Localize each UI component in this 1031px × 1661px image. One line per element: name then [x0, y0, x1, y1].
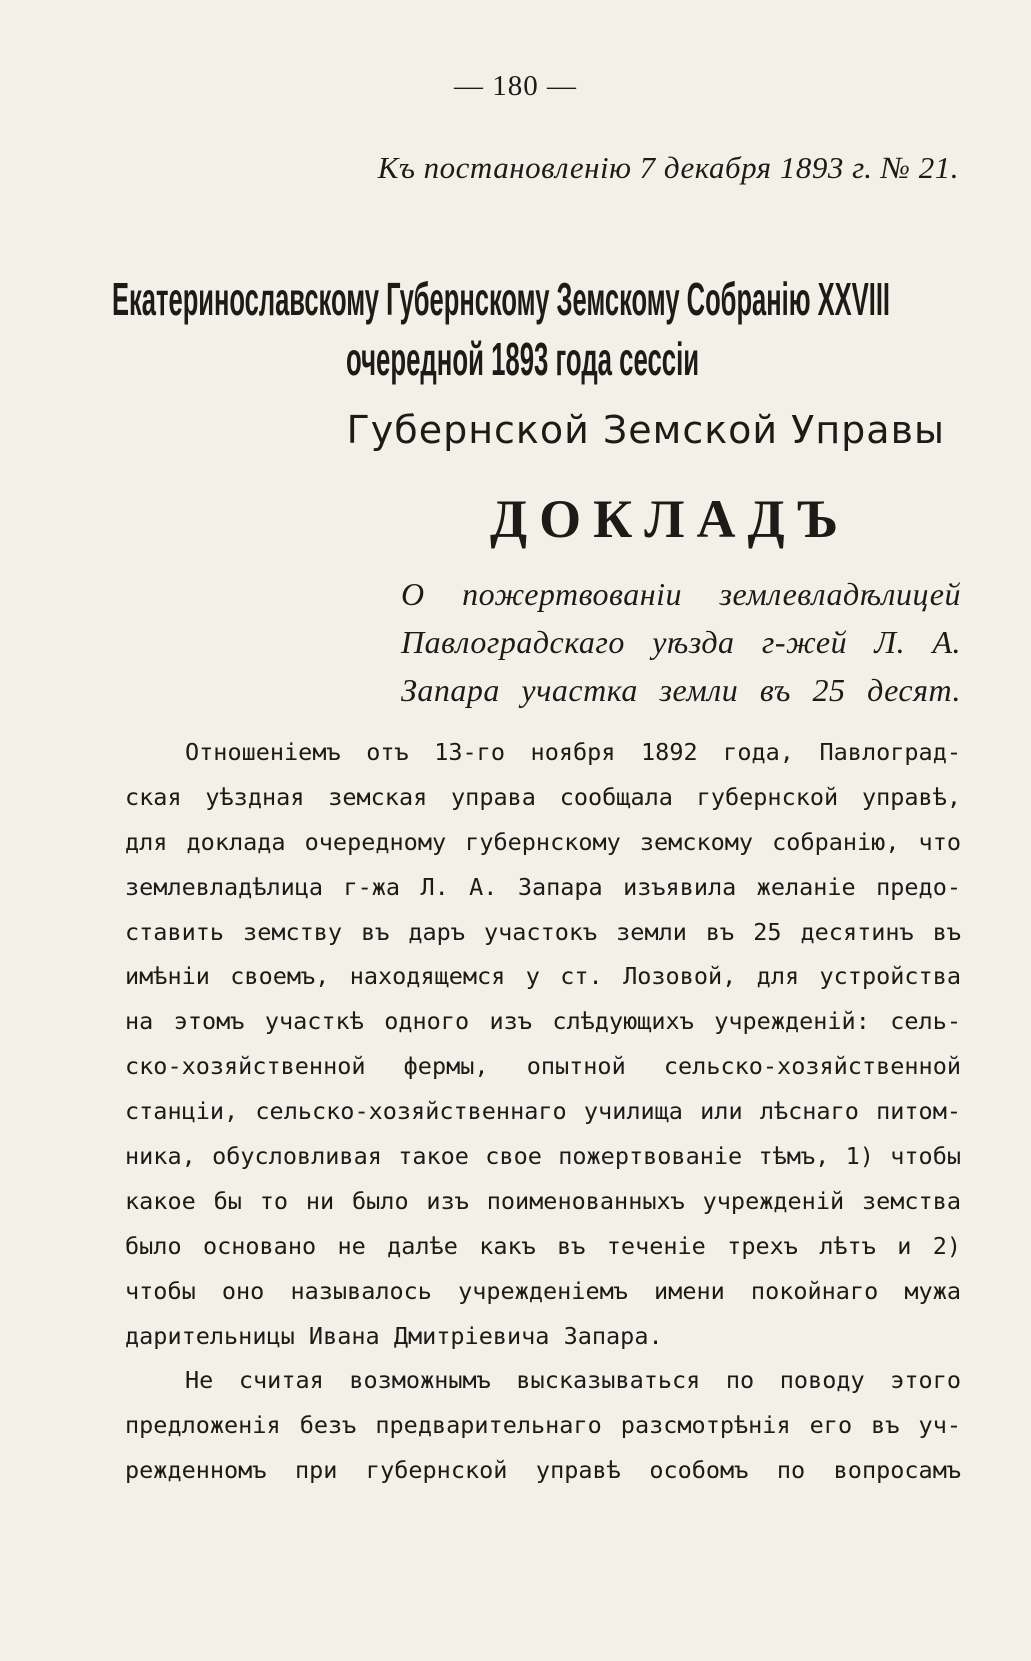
resolution-reference: Къ постановленію 7 декабря 1893 г. № 21. [377, 150, 959, 185]
body-line: имѣніи своемъ, находящемся у ст. Лозовой, для устройства [125, 962, 961, 991]
body-line: Не считая возможнымъ высказываться по поводу этого [185, 1366, 961, 1395]
document-subject [401, 570, 961, 714]
body-line: дарительницы Ивана Дмитріевича Запара. [125, 1321, 663, 1350]
subject-line-2: Павлоградскаго уѣзда г-жей Л. А. [401, 624, 961, 660]
body-line: Отношеніемъ отъ 13-го ноября 1892 года, Павлоград- [185, 738, 961, 766]
issuer-heading: Губернской Земской Управы [346, 408, 945, 452]
body-line: на этомъ участкѣ одного изъ слѣдующихъ учрежденій: сель- [125, 1007, 961, 1036]
subject-line-3: Запара участка земли въ 25 десят. [401, 672, 961, 708]
document-type-heading: ДОКЛАДЪ [490, 489, 851, 549]
body-line: для доклада очередному губернскому земскому собранію, что [125, 827, 961, 856]
body-line: ставить земству въ даръ участокъ земли въ 25 десятинъ въ [125, 917, 961, 946]
body-line: режденномъ при губернской управѣ особомъ по вопросамъ [125, 1456, 961, 1485]
body-line: ско-хозяйственной фермы, опытной сельско-хозяйственной [125, 1052, 961, 1081]
page-number: — 180 — [454, 70, 577, 102]
body-line: какое бы то ни было изъ поименованныхъ учрежденій земства [125, 1186, 961, 1215]
body-line: чтобы оно называлось учрежденіемъ имени покойнаго мужа [125, 1276, 961, 1305]
body-line: ская уѣздная земская управа сообщала губернской управѣ, [125, 782, 961, 811]
body-line: было основано не далѣе какъ въ теченіе трехъ лѣтъ и 2) [125, 1231, 961, 1260]
body-line: станціи, сельско-хозяйственнаго училища или лѣснаго питом- [125, 1097, 961, 1126]
assembly-title-line-1: Екатеринославскому Губернскому Земскому Собранію XXVIII [112, 273, 891, 325]
subject-line-1: О пожертвованіи землевладѣлицей [401, 576, 961, 612]
body-line: ника, обусловливая такое свое пожертвованіе тѣмъ, 1) чтобы [125, 1142, 961, 1171]
body-line: предложенія безъ предварительнаго разсмотрѣнія его въ уч- [125, 1411, 961, 1440]
body-text [125, 730, 961, 1493]
body-line: землевладѣлица г-жа Л. А. Запара изъявила желаніе предо- [125, 872, 961, 901]
assembly-title-line-2: очередной 1893 года сессіи [346, 333, 700, 385]
